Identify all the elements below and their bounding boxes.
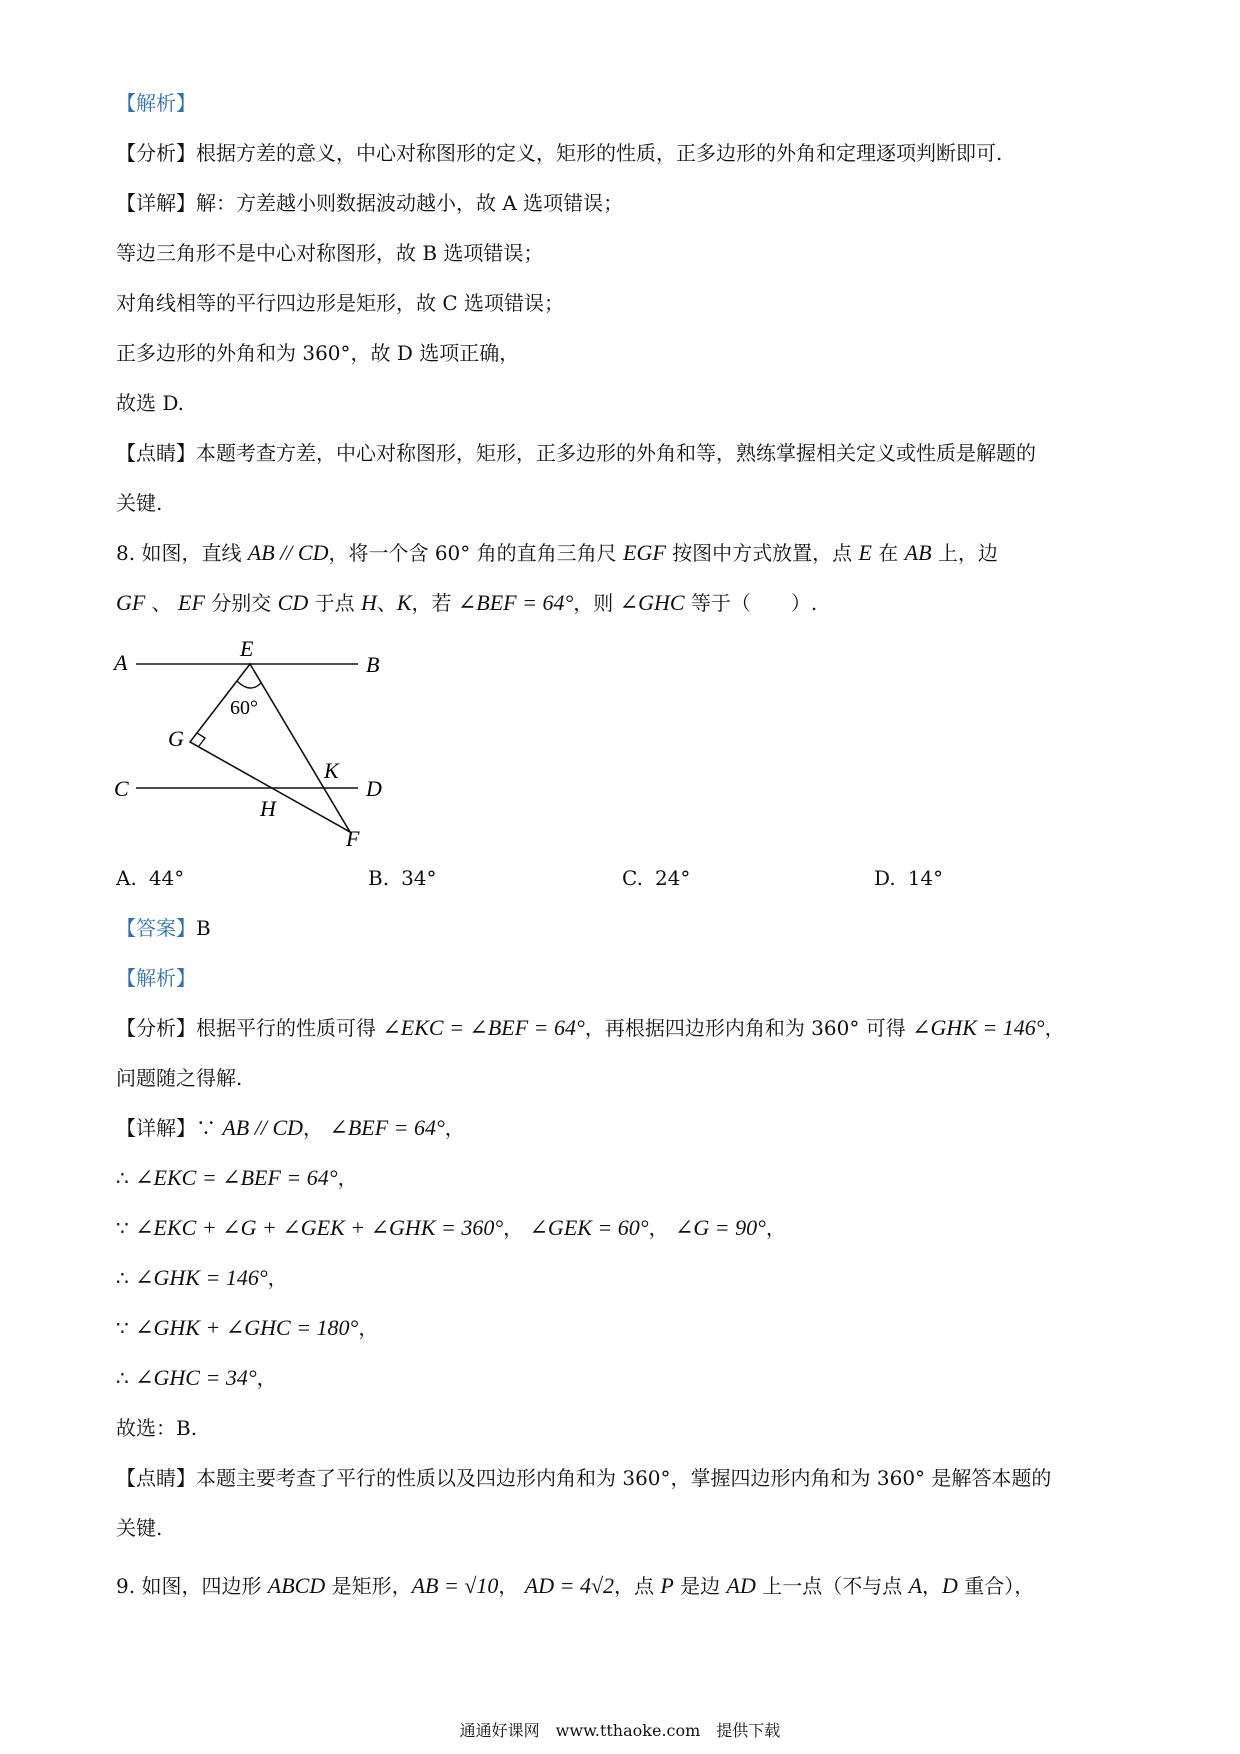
text-line (116, 1014, 1065, 1042)
label-d: D (366, 776, 382, 801)
math-expression: D (942, 1573, 958, 1598)
text-line (116, 1214, 786, 1242)
page-footer: 通通好课网 www.tthaoke.com 提供下载 (459, 1721, 781, 1740)
option-label: D. (874, 866, 896, 890)
option-a (116, 864, 184, 892)
text-line (116, 1164, 358, 1192)
math-expression: AB // CD (222, 1115, 304, 1140)
math-expression: ∠GHC = 34° (135, 1365, 257, 1390)
math-expression: P (660, 1573, 674, 1598)
math-expression: ∠GEK = 60° (529, 1215, 649, 1240)
label-c: C (114, 776, 129, 801)
text-segment: ∴ (116, 1366, 136, 1390)
text-segment: 在 (871, 541, 905, 565)
text-segment: ， (337, 1166, 358, 1190)
text-line (116, 914, 211, 942)
text-segment: ，再根据四边形内角和为 360° 可得 (584, 1016, 913, 1040)
text-line (116, 1572, 1034, 1600)
math-expression: ∠EKC + ∠G + ∠GEK + ∠GHK = 360° (135, 1215, 504, 1240)
label-b: B (366, 652, 380, 677)
option-label: A. (116, 866, 137, 890)
text-segment: 正多边形的外角和为 360°，故 D 选项正确， (116, 341, 520, 365)
text-segment: 、 (145, 591, 179, 615)
text-line (116, 1464, 1051, 1492)
text-segment: 是边 (673, 1574, 727, 1598)
text-segment: ， (503, 1216, 530, 1240)
label-a: A (114, 650, 128, 675)
text-segment: ， (256, 1366, 277, 1390)
math-expression: AD = 4√2 (524, 1573, 615, 1598)
text-line (116, 389, 184, 417)
label-e: E (240, 636, 254, 661)
text-segment: 【分析】根据方差的意义，中心对称图形的定义，矩形的性质，正多边形的外角和定理逐项判断即可. (116, 141, 1003, 165)
text-line (116, 239, 543, 267)
right-angle-mark-g (197, 733, 205, 746)
math-expression: ∠BEF = 64° (329, 1115, 445, 1140)
text-segment: 关键. (116, 491, 163, 515)
text-segment: ∵ (116, 1316, 136, 1340)
text-line (116, 1114, 465, 1142)
math-expression: ∠GHK = 146° (135, 1265, 268, 1290)
section-tag: 【答案】 (116, 916, 196, 940)
text-segment: ， (444, 1116, 465, 1140)
text-segment: 分别交 (204, 591, 278, 615)
math-expression: GF (116, 590, 146, 615)
text-segment: ，若 (411, 591, 458, 615)
text-segment: 8. 如图，直线 (116, 541, 248, 565)
text-line (116, 289, 564, 317)
math-expression: A (908, 1573, 923, 1598)
text-segment: 关键. (116, 1516, 163, 1540)
math-expression: AD (726, 1573, 756, 1598)
math-expression: ∠EKC = ∠BEF = 64° (382, 1015, 585, 1040)
section-tag: 【解析】 (116, 91, 196, 115)
text-segment: ，则 (573, 591, 620, 615)
math-expression: ∠EKC = ∠BEF = 64° (135, 1165, 338, 1190)
text-line (116, 1414, 197, 1442)
math-expression: EGF (623, 540, 666, 565)
math-expression: ∠BEF = 64° (457, 590, 574, 615)
label-h: H (260, 796, 276, 821)
option-value: 14° (907, 866, 944, 890)
text-segment: 【详解】解：方差越小则数据波动越小，故 A 选项错误； (116, 191, 624, 215)
option-label: C. (622, 866, 643, 890)
math-expression: H (360, 590, 377, 615)
text-segment: 问题随之得解. (116, 1066, 243, 1090)
text-segment: ， (648, 1216, 675, 1240)
text-segment: ， (267, 1266, 288, 1290)
text-segment: 于点 (308, 591, 361, 615)
text-line (116, 189, 623, 217)
text-line (116, 1314, 378, 1342)
option-d (874, 864, 943, 892)
option-b (368, 864, 437, 892)
text-line (116, 339, 519, 367)
math-expression: AB // CD (247, 540, 329, 565)
text-segment: ， (303, 1116, 330, 1140)
option-label: B. (368, 866, 390, 890)
text-segment: ，将一个含 60° 角的直角三角尺 (328, 541, 623, 565)
text-segment: ∴ (116, 1266, 136, 1290)
text-segment: ， (765, 1216, 786, 1240)
math-expression: ABCD (267, 1573, 326, 1598)
text-segment: 对角线相等的平行四边形是矩形，故 C 选项错误； (116, 291, 565, 315)
option-c (622, 864, 690, 892)
text-segment: 9. 如图，四边形 (116, 1574, 268, 1598)
text-line (116, 439, 1036, 467)
text-line (116, 1064, 242, 1092)
text-line (116, 964, 196, 992)
text-line (116, 539, 998, 567)
math-expression: ∠G = 90° (674, 1215, 766, 1240)
text-segment: 上一点（不与点 (755, 1574, 909, 1598)
math-expression: AB (904, 540, 932, 565)
text-segment: 【点睛】本题考查方差，中心对称图形，矩形，正多边形的外角和等，熟练掌握相关定义或性质是解题的 (116, 441, 1036, 465)
text-segment: 故选：B. (116, 1416, 198, 1440)
text-segment: ， (922, 1574, 943, 1598)
text-segment: ∴ (116, 1166, 136, 1190)
geometry-figure (108, 636, 408, 846)
text-segment: 【分析】根据平行的性质可得 (116, 1016, 383, 1040)
label-g: G (168, 726, 184, 751)
math-expression: ∠GHK + ∠GHC = 180° (135, 1315, 359, 1340)
angle-arc-e (237, 681, 261, 688)
text-segment: ， (498, 1574, 525, 1598)
text-line (116, 1514, 162, 1542)
option-value: 34° (401, 866, 437, 890)
text-line (116, 89, 196, 117)
text-segment: 【点睛】本题主要考查了平行的性质以及四边形内角和为 360°，掌握四边形内角和为 360° 是解答本题的 (116, 1466, 1052, 1490)
text-segment: 等边三角形不是中心对称图形，故 B 选项错误； (116, 241, 544, 265)
text-line (116, 489, 162, 517)
label-f: F (346, 826, 360, 846)
option-value: 24° (654, 866, 691, 890)
text-segment: 【详解】∵ (116, 1116, 223, 1140)
text-segment: 重合）， (957, 1574, 1035, 1598)
math-expression: CD (277, 590, 309, 615)
math-expression: K (396, 590, 412, 615)
label-k: K (324, 758, 339, 783)
text-segment: 上，边 (931, 541, 998, 565)
text-segment: 故选 D. (116, 391, 185, 415)
text-line (116, 139, 1002, 167)
text-segment: B (196, 916, 211, 940)
math-expression: AB = √10 (411, 1573, 499, 1598)
text-segment: 是矩形， (325, 1574, 412, 1598)
option-value: 44° (148, 866, 185, 890)
text-segment: 、 (376, 591, 397, 615)
text-line (116, 589, 817, 617)
math-expression: EF (178, 590, 205, 615)
text-line (116, 1364, 277, 1392)
math-expression: ∠GHK = 146° (912, 1015, 1045, 1040)
text-segment: ∵ (116, 1216, 136, 1240)
text-segment: ， (1044, 1016, 1065, 1040)
text-segment: 等于（ ）. (684, 591, 818, 615)
text-segment: ，点 (614, 1574, 661, 1598)
text-segment: 按图中方式放置，点 (665, 541, 859, 565)
section-tag: 【解析】 (116, 966, 196, 990)
math-expression: E (858, 540, 872, 565)
math-expression: ∠GHC (619, 590, 685, 615)
text-segment: ， (358, 1316, 379, 1340)
label-angle: 60° (230, 697, 258, 719)
text-line (116, 1264, 288, 1292)
